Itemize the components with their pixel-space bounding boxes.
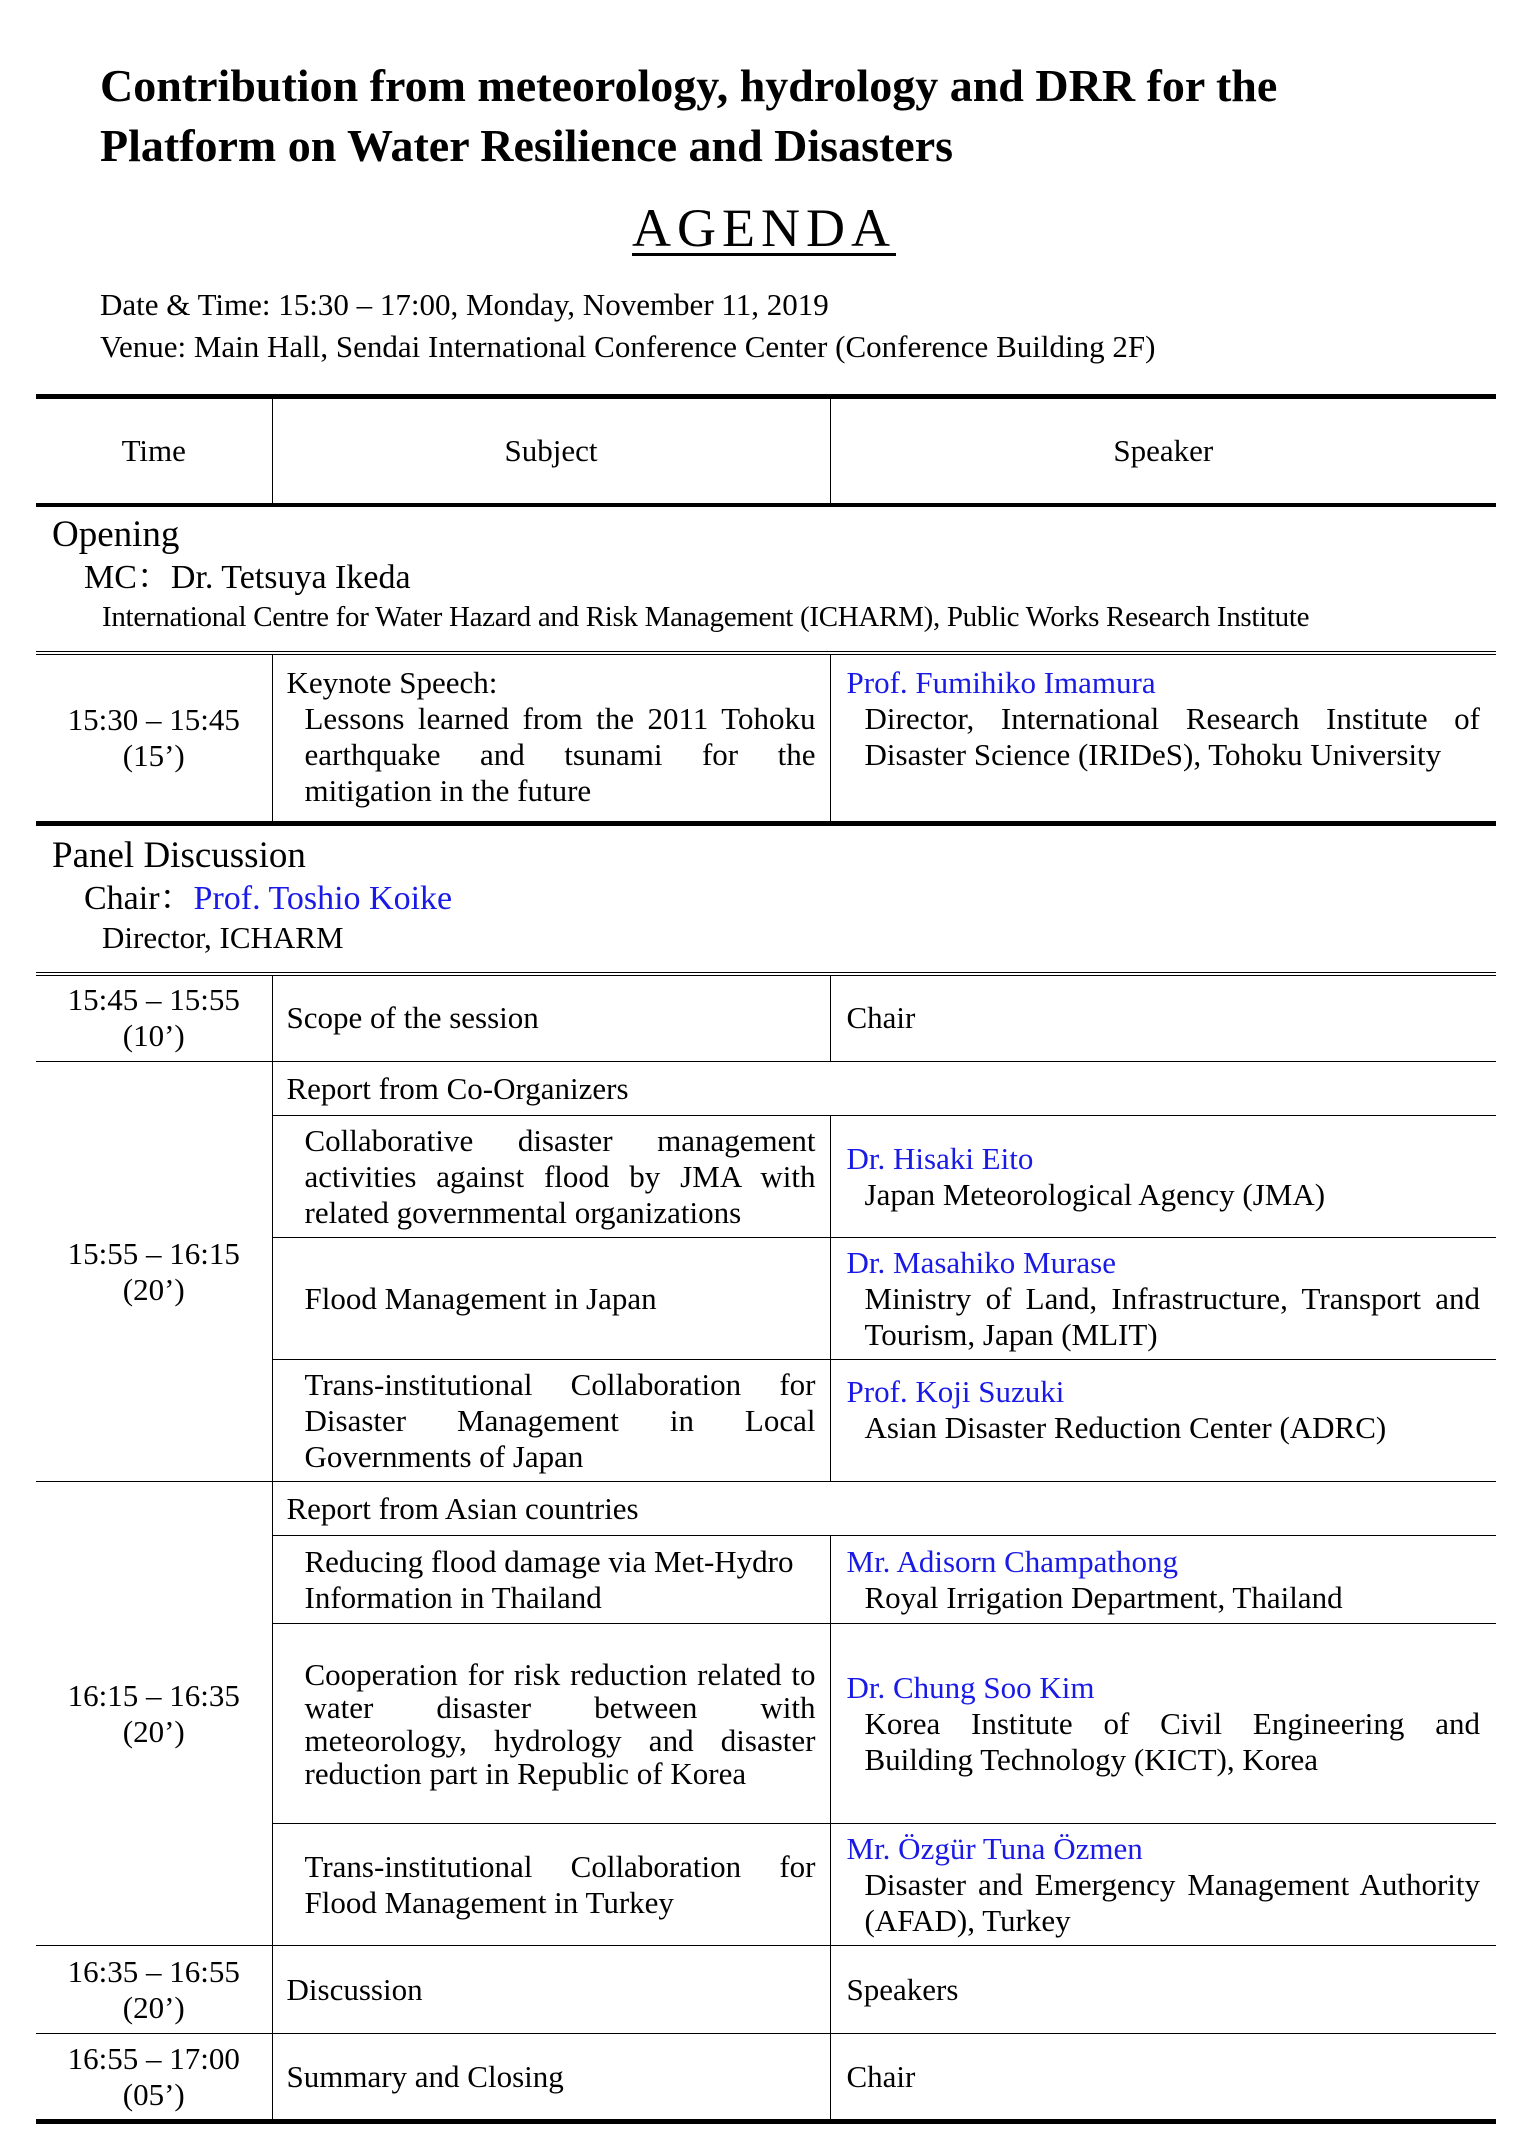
table-row [36,1482,1496,1536]
panel-section [36,823,1496,974]
event-datetime: Date & Time: 15:30 – 17:00, Monday, November 11, 2019 [100,287,829,322]
agenda-heading [0,196,1528,260]
panel-chair-label: Chair： [84,879,194,917]
asia-item-2-name: Dr. Chung Soo Kim [846,1669,1095,1705]
keynote-speaker-cell [830,653,1496,823]
header-time: Time [36,397,272,506]
asia-item-1-name: Mr. Adisorn Champathong [846,1543,1179,1579]
event-venue: Venue: Main Hall, Sendai International Conference Center (Conference Building 2F) [100,329,1156,364]
closing-time: 16:55 – 17:00 [67,2040,240,2076]
opening-mc: MC：Dr. Tetsuya Ikeda [84,559,411,596]
asia-item-3-subject: Trans-institutional Collaboration for Flood Management in Turkey [272,1824,830,1946]
discussion-time-cell [36,1946,272,2034]
coorg-item-1-subject: Collaborative disaster management activities against flood by JMA with related governmental organizations [272,1116,830,1238]
keynote-time: 15:30 – 15:45 [67,701,240,737]
keynote-duration: (15’) [122,737,185,773]
scope-duration: (10’) [122,1018,185,1054]
coorg-item-1-aff: Japan Meteorological Agency (JMA) [864,1176,1326,1212]
header-subject: Subject [272,397,830,506]
table-row [36,1946,1496,2034]
discussion-speaker: Speakers [830,1946,1496,2034]
coorg-item-2-speaker [830,1238,1496,1360]
coorg-item-1-name: Dr. Hisaki Eito [846,1140,1034,1176]
asia-item-3-aff: Disaster and Emergency Management Authority (AFAD), Turkey [864,1866,1480,1938]
discussion-duration: (20’) [122,1989,185,2025]
scope-time: 15:45 – 15:55 [67,982,240,1018]
coorg-item-3-aff: Asian Disaster Reduction Center (ADRC) [864,1410,1387,1445]
scope-speaker: Chair [830,974,1496,1062]
discussion-time: 16:35 – 16:55 [67,1953,240,1989]
asia-heading: Report from Asian countries [272,1482,1496,1536]
asia-item-1-aff: Royal Irrigation Department, Thailand [864,1579,1343,1615]
keynote-subject-cell [272,653,830,823]
agenda-table [36,394,1496,2124]
keynote-speaker-aff: Director, International Research Institute of Disaster Science (IRIDeS), Tohoku University [864,701,1480,772]
keynote-time-cell [36,653,272,823]
coorg-item-2-aff: Ministry of Land, Infrastructure, Transport and Tourism, Japan (MLIT) [864,1280,1480,1352]
keynote-subject: Lessons learned from the 2011 Tohoku earthquake and tsunami for the mitigation in the future [304,701,816,808]
asia-item-2-aff: Korea Institute of Civil Engineering and Building Technology (KICT), Korea [864,1705,1480,1777]
asia-item-3-name: Mr. Özgür Tuna Özmen [846,1830,1143,1866]
scope-subject: Scope of the session [272,974,830,1062]
keynote-speaker-name: Prof. Fumihiko Imamura [846,665,1156,700]
panel-chair-org: Director, ICHARM [102,919,344,955]
panel-chair-name: Prof. Toshio Koike [193,879,453,917]
coorg-item-1-speaker [830,1116,1496,1238]
opening-section [36,505,1496,653]
event-meta [100,284,1155,368]
asia-time: 16:15 – 16:35 [67,1677,240,1713]
closing-speaker: Chair [830,2034,1496,2122]
scope-time-cell [36,974,272,1062]
agenda-heading-text: AGENDA [632,198,896,258]
document-title [100,56,1460,176]
coorg-item-2-subject: Flood Management in Japan [272,1238,830,1360]
discussion-subject: Discussion [272,1946,830,2034]
opening-mc-org: International Centre for Water Hazard and Risk Management (ICHARM), Public Works Research Institute [102,601,1310,633]
coorg-item-3-subject: Trans-institutional Collaboration for Disaster Management in Local Governments of Japan [272,1360,830,1482]
panel-chair [36,878,1496,920]
closing-time-cell [36,2034,272,2122]
table-row [36,653,1496,823]
opening-title: Opening [52,514,180,555]
table-row [36,2034,1496,2122]
table-row [36,974,1496,1062]
asia-item-3-speaker [830,1824,1496,1946]
asia-item-2-subject: Cooperation for risk reduction related to water disaster between with meteorology, hydrology and disaster reduction part in Republic of Korea [272,1624,830,1824]
closing-subject: Summary and Closing [272,2034,830,2122]
keynote-heading: Keynote Speech: [286,665,498,700]
table-row [36,1062,1496,1116]
table-header-row [36,397,1496,506]
title-line-1: Contribution from meteorology, hydrology and DRR for the [100,60,1278,111]
asia-item-2-speaker [830,1624,1496,1824]
coorg-duration: (20’) [122,1271,185,1307]
coorg-item-3-name: Prof. Koji Suzuki [846,1374,1065,1409]
coorg-time: 15:55 – 16:15 [67,1235,240,1271]
coorg-item-2-name: Dr. Masahiko Murase [846,1244,1116,1280]
closing-duration: (05’) [122,2076,185,2112]
asia-duration: (20’) [122,1713,185,1749]
title-line-2: Platform on Water Resilience and Disasters [100,120,954,171]
asia-item-1-speaker [830,1536,1496,1624]
asia-item-1-subject: Reducing flood damage via Met-Hydro Information in Thailand [272,1536,830,1624]
coorg-time-cell [36,1062,272,1482]
asia-time-cell [36,1482,272,1946]
coorg-heading: Report from Co-Organizers [272,1062,1496,1116]
coorg-item-3-speaker [830,1360,1496,1482]
header-speaker: Speaker [830,397,1496,506]
panel-title: Panel Discussion [52,834,306,876]
